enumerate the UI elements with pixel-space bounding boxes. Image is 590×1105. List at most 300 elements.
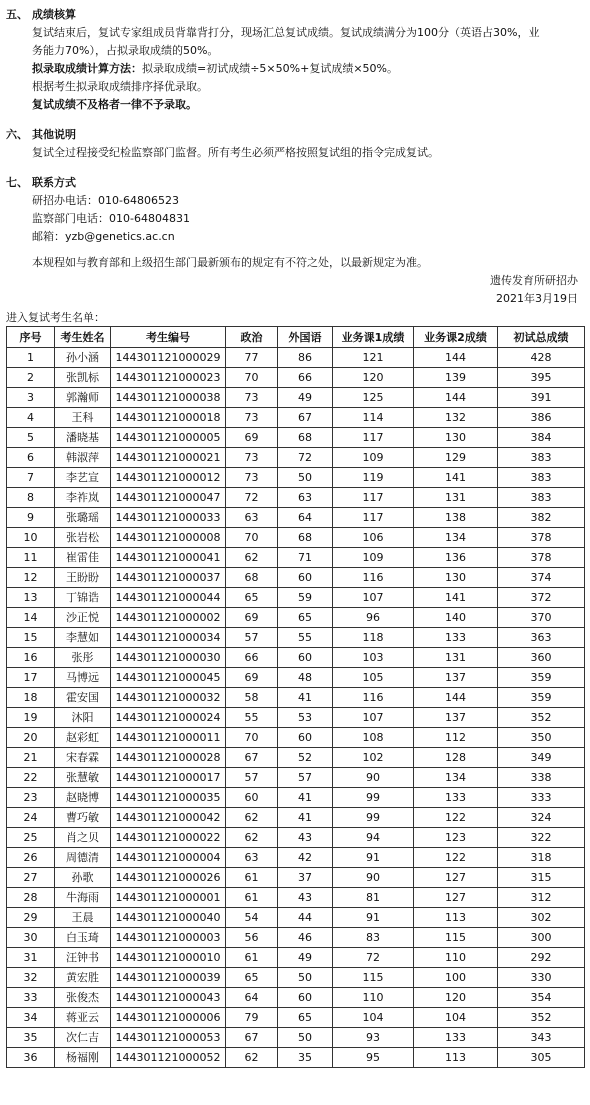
table-row xyxy=(7,888,585,908)
cell-name: 宋春霖 xyxy=(55,748,111,768)
cell-total: 352 xyxy=(498,708,585,728)
cell-course-2: 133 xyxy=(414,1028,498,1048)
cell-index: 23 xyxy=(7,788,55,808)
cell-index: 12 xyxy=(7,568,55,588)
cell-foreign-language: 66 xyxy=(278,368,333,388)
cell-course-1: 110 xyxy=(333,988,414,1008)
cell-id: 144301121000006 xyxy=(111,1008,226,1028)
cell-index: 32 xyxy=(7,968,55,988)
cell-total: 370 xyxy=(498,608,585,628)
cell-name: 李艺宣 xyxy=(55,468,111,488)
cell-foreign-language: 50 xyxy=(278,968,333,988)
cell-politics: 63 xyxy=(226,508,278,528)
cell-course-2: 134 xyxy=(414,528,498,548)
cell-course-2: 133 xyxy=(414,628,498,648)
cell-course-2: 112 xyxy=(414,728,498,748)
cell-politics: 67 xyxy=(226,1028,278,1048)
cell-course-1: 109 xyxy=(333,448,414,468)
cell-politics: 65 xyxy=(226,968,278,988)
cell-foreign-language: 60 xyxy=(278,648,333,668)
cell-politics: 73 xyxy=(226,408,278,428)
cell-name: 曹巧敏 xyxy=(55,808,111,828)
date: 2021年3月19日 xyxy=(496,292,578,305)
cell-foreign-language: 43 xyxy=(278,888,333,908)
cell-course-1: 104 xyxy=(333,1008,414,1028)
cell-index: 22 xyxy=(7,768,55,788)
cell-id: 144301121000024 xyxy=(111,708,226,728)
table-row xyxy=(7,1008,585,1028)
cell-index: 17 xyxy=(7,668,55,688)
cell-politics: 77 xyxy=(226,348,278,368)
table-row xyxy=(7,608,585,628)
cell-politics: 63 xyxy=(226,848,278,868)
table-row xyxy=(7,528,585,548)
cell-index: 21 xyxy=(7,748,55,768)
cell-id: 144301121000005 xyxy=(111,428,226,448)
table-row xyxy=(7,768,585,788)
cell-course-2: 115 xyxy=(414,928,498,948)
cell-politics: 69 xyxy=(226,668,278,688)
table-row xyxy=(7,988,585,1008)
cell-index: 10 xyxy=(7,528,55,548)
table-row xyxy=(7,408,585,428)
cell-index: 7 xyxy=(7,468,55,488)
table-row xyxy=(7,948,585,968)
cell-course-2: 144 xyxy=(414,348,498,368)
cell-id: 144301121000045 xyxy=(111,668,226,688)
cell-course-2: 141 xyxy=(414,468,498,488)
cell-index: 33 xyxy=(7,988,55,1008)
cell-total: 315 xyxy=(498,868,585,888)
cell-foreign-language: 41 xyxy=(278,688,333,708)
cell-id: 144301121000047 xyxy=(111,488,226,508)
table-body xyxy=(7,348,585,1068)
cell-politics: 65 xyxy=(226,588,278,608)
cell-name: 张璐瑶 xyxy=(55,508,111,528)
section-7-number: 七、 xyxy=(6,176,28,189)
cell-foreign-language: 71 xyxy=(278,548,333,568)
cell-index: 34 xyxy=(7,1008,55,1028)
cell-total: 302 xyxy=(498,908,585,928)
cell-course-2: 128 xyxy=(414,748,498,768)
cell-politics: 69 xyxy=(226,608,278,628)
signature: 遗传发育所研招办 xyxy=(490,274,578,287)
formula-text: 拟录取成绩=初试成绩÷5×50%+复试成绩×50%。 xyxy=(142,62,398,75)
cell-total: 428 xyxy=(498,348,585,368)
cell-id: 144301121000001 xyxy=(111,888,226,908)
cell-foreign-language: 72 xyxy=(278,448,333,468)
cell-course-2: 113 xyxy=(414,908,498,928)
cell-id: 144301121000032 xyxy=(111,688,226,708)
cell-course-1: 99 xyxy=(333,808,414,828)
cell-course-2: 144 xyxy=(414,688,498,708)
cell-id: 144301121000022 xyxy=(111,828,226,848)
cell-course-1: 94 xyxy=(333,828,414,848)
cell-course-2: 100 xyxy=(414,968,498,988)
cell-id: 144301121000041 xyxy=(111,548,226,568)
cell-course-1: 95 xyxy=(333,1048,414,1068)
cell-course-2: 144 xyxy=(414,388,498,408)
cell-politics: 54 xyxy=(226,908,278,928)
cell-politics: 55 xyxy=(226,708,278,728)
table-row xyxy=(7,808,585,828)
cell-foreign-language: 67 xyxy=(278,408,333,428)
cell-course-2: 122 xyxy=(414,848,498,868)
cell-politics: 61 xyxy=(226,948,278,968)
cell-course-1: 102 xyxy=(333,748,414,768)
cell-name: 张彤 xyxy=(55,648,111,668)
cell-course-1: 115 xyxy=(333,968,414,988)
cell-total: 395 xyxy=(498,368,585,388)
cell-id: 144301121000028 xyxy=(111,748,226,768)
cell-course-2: 137 xyxy=(414,708,498,728)
header-course-1: 业务课1成绩 xyxy=(333,327,414,348)
cell-course-2: 132 xyxy=(414,408,498,428)
cell-course-2: 133 xyxy=(414,788,498,808)
cell-id: 144301121000029 xyxy=(111,348,226,368)
cell-course-1: 90 xyxy=(333,768,414,788)
cell-foreign-language: 65 xyxy=(278,608,333,628)
cell-politics: 68 xyxy=(226,568,278,588)
cell-course-2: 110 xyxy=(414,948,498,968)
cell-id: 144301121000042 xyxy=(111,808,226,828)
cell-course-1: 91 xyxy=(333,908,414,928)
cell-total: 384 xyxy=(498,428,585,448)
cell-index: 31 xyxy=(7,948,55,968)
cell-course-2: 130 xyxy=(414,428,498,448)
cell-id: 144301121000011 xyxy=(111,728,226,748)
cell-foreign-language: 68 xyxy=(278,528,333,548)
table-row xyxy=(7,688,585,708)
cell-foreign-language: 48 xyxy=(278,668,333,688)
cell-politics: 69 xyxy=(226,428,278,448)
section-5-formula xyxy=(6,60,584,78)
cell-total: 391 xyxy=(498,388,585,408)
cell-politics: 61 xyxy=(226,888,278,908)
cell-politics: 73 xyxy=(226,448,278,468)
cell-course-1: 117 xyxy=(333,508,414,528)
cell-course-1: 105 xyxy=(333,668,414,688)
section-5-paragraph-3: 根据考生拟录取成绩排序择优录取。 xyxy=(32,80,208,93)
cell-total: 312 xyxy=(498,888,585,908)
cell-politics: 56 xyxy=(226,928,278,948)
cell-index: 5 xyxy=(7,428,55,448)
cell-name: 张岩松 xyxy=(55,528,111,548)
cell-index: 14 xyxy=(7,608,55,628)
cell-total: 324 xyxy=(498,808,585,828)
cell-index: 27 xyxy=(7,868,55,888)
cell-index: 25 xyxy=(7,828,55,848)
cell-id: 144301121000017 xyxy=(111,768,226,788)
cell-id: 144301121000039 xyxy=(111,968,226,988)
cell-index: 30 xyxy=(7,928,55,948)
cell-foreign-language: 60 xyxy=(278,728,333,748)
contact-phone-1: 研招办电话：010-64806523 xyxy=(32,194,179,207)
cell-foreign-language: 60 xyxy=(278,568,333,588)
cell-foreign-language: 59 xyxy=(278,588,333,608)
cell-politics: 70 xyxy=(226,528,278,548)
cell-name: 韩淑萍 xyxy=(55,448,111,468)
cell-total: 318 xyxy=(498,848,585,868)
cell-total: 338 xyxy=(498,768,585,788)
cell-id: 144301121000018 xyxy=(111,408,226,428)
cell-foreign-language: 37 xyxy=(278,868,333,888)
cell-foreign-language: 50 xyxy=(278,1028,333,1048)
cell-name: 蒋亚云 xyxy=(55,1008,111,1028)
cell-politics: 62 xyxy=(226,808,278,828)
cell-index: 8 xyxy=(7,488,55,508)
cell-politics: 61 xyxy=(226,868,278,888)
cell-name: 王科 xyxy=(55,408,111,428)
cell-id: 144301121000040 xyxy=(111,908,226,928)
cell-politics: 58 xyxy=(226,688,278,708)
section-7-title xyxy=(6,174,584,192)
table-row xyxy=(7,348,585,368)
cell-politics: 66 xyxy=(226,648,278,668)
cell-total: 372 xyxy=(498,588,585,608)
cell-foreign-language: 63 xyxy=(278,488,333,508)
cell-course-1: 107 xyxy=(333,588,414,608)
table-row xyxy=(7,568,585,588)
cell-politics: 57 xyxy=(226,628,278,648)
table-row xyxy=(7,928,585,948)
cell-total: 330 xyxy=(498,968,585,988)
cell-name: 沙正悦 xyxy=(55,608,111,628)
cell-politics: 73 xyxy=(226,468,278,488)
cell-course-1: 116 xyxy=(333,688,414,708)
cell-name: 崔雷佳 xyxy=(55,548,111,568)
cell-course-1: 114 xyxy=(333,408,414,428)
cell-total: 343 xyxy=(498,1028,585,1048)
cell-index: 1 xyxy=(7,348,55,368)
cell-total: 333 xyxy=(498,788,585,808)
cell-course-2: 123 xyxy=(414,828,498,848)
cell-name: 白玉琦 xyxy=(55,928,111,948)
cell-total: 359 xyxy=(498,668,585,688)
cell-index: 24 xyxy=(7,808,55,828)
cell-total: 360 xyxy=(498,648,585,668)
section-6-heading: 其他说明 xyxy=(32,128,76,141)
table-row xyxy=(7,508,585,528)
cell-course-1: 91 xyxy=(333,848,414,868)
cell-course-1: 93 xyxy=(333,1028,414,1048)
cell-course-1: 83 xyxy=(333,928,414,948)
cell-id: 144301121000003 xyxy=(111,928,226,948)
cell-name: 次仁吉 xyxy=(55,1028,111,1048)
cell-name: 孙歌 xyxy=(55,868,111,888)
cell-course-2: 138 xyxy=(414,508,498,528)
table-row xyxy=(7,968,585,988)
table-row xyxy=(7,448,585,468)
cell-name: 王盼盼 xyxy=(55,568,111,588)
cell-total: 305 xyxy=(498,1048,585,1068)
cell-id: 144301121000002 xyxy=(111,608,226,628)
cell-course-2: 104 xyxy=(414,1008,498,1028)
cell-index: 2 xyxy=(7,368,55,388)
cell-name: 孙小涵 xyxy=(55,348,111,368)
cell-name: 潘晓基 xyxy=(55,428,111,448)
cell-name: 张慧敏 xyxy=(55,768,111,788)
candidate-table xyxy=(6,326,585,1068)
cell-total: 378 xyxy=(498,548,585,568)
cell-course-2: 137 xyxy=(414,668,498,688)
cell-total: 359 xyxy=(498,688,585,708)
cell-course-1: 81 xyxy=(333,888,414,908)
cell-foreign-language: 41 xyxy=(278,808,333,828)
table-header-row xyxy=(7,327,585,348)
cell-foreign-language: 46 xyxy=(278,928,333,948)
table-row xyxy=(7,488,585,508)
cell-politics: 73 xyxy=(226,388,278,408)
section-6-paragraph-1: 复试全过程接受纪检监察部门监督。所有考生必须严格按照复试组的指令完成复试。 xyxy=(32,146,439,159)
cell-politics: 57 xyxy=(226,768,278,788)
cell-course-1: 120 xyxy=(333,368,414,388)
cell-index: 15 xyxy=(7,628,55,648)
cell-name: 赵晓博 xyxy=(55,788,111,808)
cell-foreign-language: 52 xyxy=(278,748,333,768)
cell-foreign-language: 53 xyxy=(278,708,333,728)
cell-total: 363 xyxy=(498,628,585,648)
cell-course-2: 131 xyxy=(414,648,498,668)
cell-course-2: 130 xyxy=(414,568,498,588)
cell-politics: 72 xyxy=(226,488,278,508)
header-index: 序号 xyxy=(7,327,55,348)
cell-course-1: 118 xyxy=(333,628,414,648)
table-caption: 进入复试考生名单： xyxy=(6,311,105,324)
cell-foreign-language: 50 xyxy=(278,468,333,488)
cell-politics: 70 xyxy=(226,728,278,748)
cell-foreign-language: 86 xyxy=(278,348,333,368)
cell-foreign-language: 42 xyxy=(278,848,333,868)
cell-course-2: 127 xyxy=(414,888,498,908)
cell-foreign-language: 43 xyxy=(278,828,333,848)
cell-id: 144301121000008 xyxy=(111,528,226,548)
cell-name: 马博远 xyxy=(55,668,111,688)
cell-id: 144301121000030 xyxy=(111,648,226,668)
cell-politics: 70 xyxy=(226,368,278,388)
cell-total: 300 xyxy=(498,928,585,948)
cell-course-2: 127 xyxy=(414,868,498,888)
cell-total: 382 xyxy=(498,508,585,528)
cell-id: 144301121000052 xyxy=(111,1048,226,1068)
cell-course-1: 107 xyxy=(333,708,414,728)
section-7-heading: 联系方式 xyxy=(32,176,76,189)
cell-course-2: 141 xyxy=(414,588,498,608)
section-5-paragraph-4: 复试成绩不及格者一律不予录取。 xyxy=(32,98,197,111)
cell-id: 144301121000038 xyxy=(111,388,226,408)
cell-id: 144301121000037 xyxy=(111,568,226,588)
cell-index: 3 xyxy=(7,388,55,408)
cell-course-1: 119 xyxy=(333,468,414,488)
cell-total: 352 xyxy=(498,1008,585,1028)
cell-total: 354 xyxy=(498,988,585,1008)
cell-index: 20 xyxy=(7,728,55,748)
table-row xyxy=(7,908,585,928)
cell-name: 周德清 xyxy=(55,848,111,868)
cell-total: 378 xyxy=(498,528,585,548)
cell-total: 350 xyxy=(498,728,585,748)
regulation-note: 本规程如与教育部和上级招生部门最新颁布的规定有不符之处，以最新规定为准。 xyxy=(32,256,428,269)
cell-course-1: 125 xyxy=(333,388,414,408)
cell-course-2: 129 xyxy=(414,448,498,468)
section-5-heading: 成绩核算 xyxy=(32,8,76,21)
table-row xyxy=(7,668,585,688)
cell-politics: 60 xyxy=(226,788,278,808)
cell-course-1: 99 xyxy=(333,788,414,808)
cell-total: 292 xyxy=(498,948,585,968)
cell-name: 李祚岚 xyxy=(55,488,111,508)
cell-id: 144301121000023 xyxy=(111,368,226,388)
cell-course-2: 113 xyxy=(414,1048,498,1068)
section-5-title xyxy=(6,6,584,24)
table-row xyxy=(7,548,585,568)
cell-course-2: 134 xyxy=(414,768,498,788)
cell-id: 144301121000033 xyxy=(111,508,226,528)
cell-total: 383 xyxy=(498,488,585,508)
cell-foreign-language: 55 xyxy=(278,628,333,648)
cell-total: 322 xyxy=(498,828,585,848)
contact-phone-2: 监察部门电话：010-64804831 xyxy=(32,212,190,225)
cell-course-1: 106 xyxy=(333,528,414,548)
header-id: 考生编号 xyxy=(111,327,226,348)
cell-index: 29 xyxy=(7,908,55,928)
table-row xyxy=(7,468,585,488)
cell-name: 霍安国 xyxy=(55,688,111,708)
cell-total: 383 xyxy=(498,468,585,488)
cell-name: 牛海雨 xyxy=(55,888,111,908)
cell-course-1: 116 xyxy=(333,568,414,588)
cell-course-1: 121 xyxy=(333,348,414,368)
cell-politics: 79 xyxy=(226,1008,278,1028)
cell-name: 杨福刚 xyxy=(55,1048,111,1068)
header-course-2: 业务课2成绩 xyxy=(414,327,498,348)
section-5-paragraph-1 xyxy=(6,24,584,60)
cell-course-1: 90 xyxy=(333,868,414,888)
header-name: 考生姓名 xyxy=(55,327,111,348)
table-row xyxy=(7,848,585,868)
cell-politics: 62 xyxy=(226,828,278,848)
cell-course-2: 122 xyxy=(414,808,498,828)
cell-total: 386 xyxy=(498,408,585,428)
cell-name: 王晨 xyxy=(55,908,111,928)
section-6-number: 六、 xyxy=(6,128,28,141)
cell-course-1: 96 xyxy=(333,608,414,628)
cell-course-1: 103 xyxy=(333,648,414,668)
cell-id: 144301121000053 xyxy=(111,1028,226,1048)
cell-total: 383 xyxy=(498,448,585,468)
cell-index: 28 xyxy=(7,888,55,908)
table-row xyxy=(7,588,585,608)
table-row xyxy=(7,708,585,728)
cell-course-1: 108 xyxy=(333,728,414,748)
cell-name: 沐阳 xyxy=(55,708,111,728)
cell-foreign-language: 57 xyxy=(278,768,333,788)
cell-index: 13 xyxy=(7,588,55,608)
cell-course-1: 117 xyxy=(333,428,414,448)
table-row xyxy=(7,388,585,408)
cell-name: 张凯标 xyxy=(55,368,111,388)
cell-name: 肖之贝 xyxy=(55,828,111,848)
cell-id: 144301121000012 xyxy=(111,468,226,488)
cell-politics: 62 xyxy=(226,548,278,568)
cell-index: 19 xyxy=(7,708,55,728)
table-row xyxy=(7,1028,585,1048)
table-row xyxy=(7,728,585,748)
cell-id: 144301121000010 xyxy=(111,948,226,968)
section-6-title xyxy=(6,126,584,144)
cell-index: 36 xyxy=(7,1048,55,1068)
table-row xyxy=(7,788,585,808)
